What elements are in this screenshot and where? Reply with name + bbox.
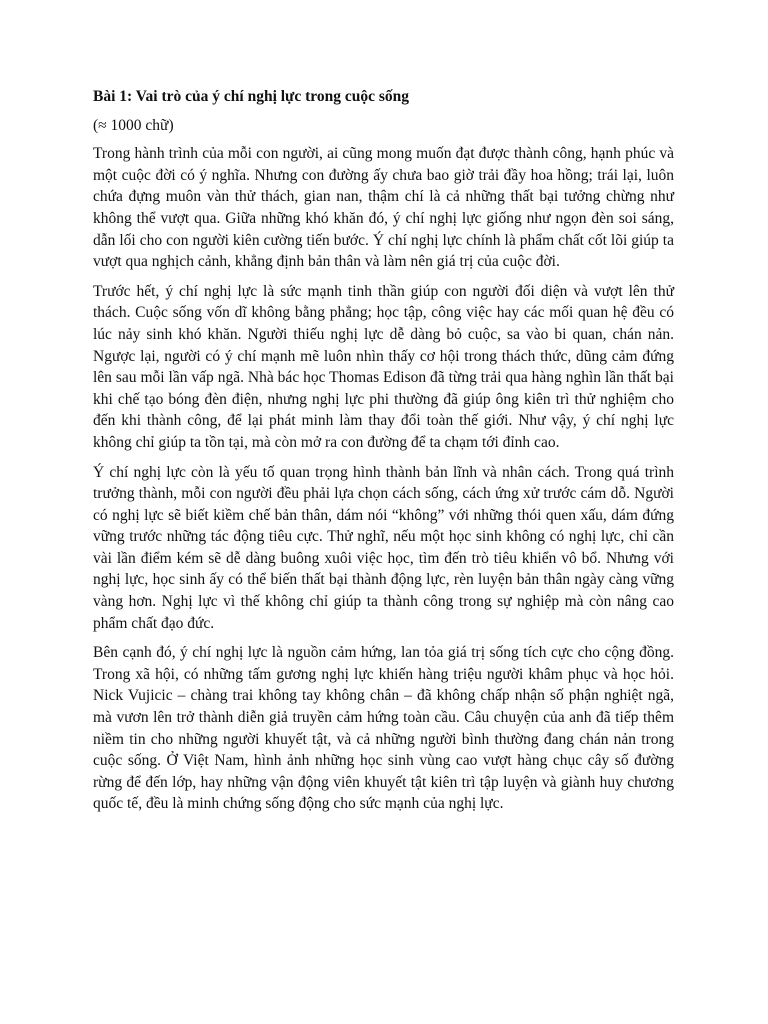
- document-title: Bài 1: Vai trò của ý chí nghị lực trong cuộc sống: [93, 88, 410, 105]
- document-page: [93, 86, 674, 823]
- paragraph-character-building: Ý chí nghị lực còn là yếu tố quan trọng hình thành bản lĩnh và nhân cách. Trong quá trình trưởng thành, mỗi con người đều phải lựa chọn cách sống, cách ứng xử trước cám dỗ. Người có nghị lực sẽ biết kiềm chế bản thân, dám nói “không” với những thói quen xấu, dám đứng vững trước những tác động tiêu cực. Thử nghĩ, nếu một học sinh không có nghị lực, chỉ cần vài lần điểm kém sẽ dễ dàng buông xuôi việc học, tìm đến trò tiêu khiển vô bổ. Nhưng với nghị lực, học sinh ấy có thể biến thất bại thành động lực, rèn luyện bản thân ngày càng vững vàng hơn. Nghị lực vì thế không chỉ giúp ta thành công trong sự nghiệp mà còn nâng cao phẩm chất đạo đức.: [93, 463, 674, 632]
- word-count-note: (≈ 1000 chữ): [93, 116, 174, 134]
- paragraph-inspiration: Bên cạnh đó, ý chí nghị lực là nguồn cảm hứng, lan tỏa giá trị sống tích cực cho cộng đồng. Trong xã hội, có những tấm gương nghị lực khiến hàng triệu người khâm phục và học hỏi. Nick Vujicic – chàng trai không tay không chân – đã không chấp nhận số phận nghiệt ngã, mà vươn lên trở thành diễn giả truyền cảm hứng toàn cầu. Câu chuyện của anh đã tiếp thêm niềm tin cho những người khuyết tật, và cả những người bình thường đang chán nản trong cuộc sống. Ở Việt Nam, hình ảnh những học sinh vùng cao vượt hàng chục cây số đường rừng để đến lớp, hay những vận động viên khuyết tật kiên trì tập luyện và giành huy chương quốc tế, đều là minh chứng sống động cho sức mạnh của nghị lực.: [93, 644, 674, 813]
- paragraph-intro: Trong hành trình của mỗi con người, ai cũng mong muốn đạt được thành công, hạnh phúc và một cuộc đời có ý nghĩa. Nhưng con đường ấy chưa bao giờ trải đầy hoa hồng; trái lại, luôn chứa đựng muôn vàn thử thách, gian nan, thậm chí là cả những thất bại tưởng chừng như không thể vượt qua. Giữa những khó khăn đó, ý chí nghị lực giống như ngọn đèn soi sáng, dẫn lối cho con người kiên cường tiến bước. Ý chí nghị lực chính là phẩm chất cốt lõi giúp ta vượt qua nghịch cảnh, khẳng định bản thân và làm nên giá trị của cuộc đời.: [93, 145, 674, 271]
- paragraph-overcoming-challenges: Trước hết, ý chí nghị lực là sức mạnh tinh thần giúp con người đối diện và vượt lên thử thách. Cuộc sống vốn dĩ không bằng phẳng; học tập, công việc hay các mối quan hệ đều có lúc nảy sinh khó khăn. Người thiếu nghị lực dễ dàng bỏ cuộc, sa vào bi quan, chán nản. Ngược lại, người có ý chí mạnh mẽ luôn nhìn thấy cơ hội trong thách thức, dũng cảm đứng lên sau mỗi lần vấp ngã. Nhà bác học Thomas Edison đã từng trải qua hàng nghìn lần thất bại khi chế tạo bóng đèn điện, nhưng nghị lực phi thường đã giúp ông kiên trì thử nghiệm cho đến khi thành công, để lại phát minh làm thay đổi toàn thế giới. Như vậy, ý chí nghị lực không chỉ giúp ta tồn tại, mà còn mở ra con đường để ta chạm tới đỉnh cao.: [93, 282, 674, 451]
